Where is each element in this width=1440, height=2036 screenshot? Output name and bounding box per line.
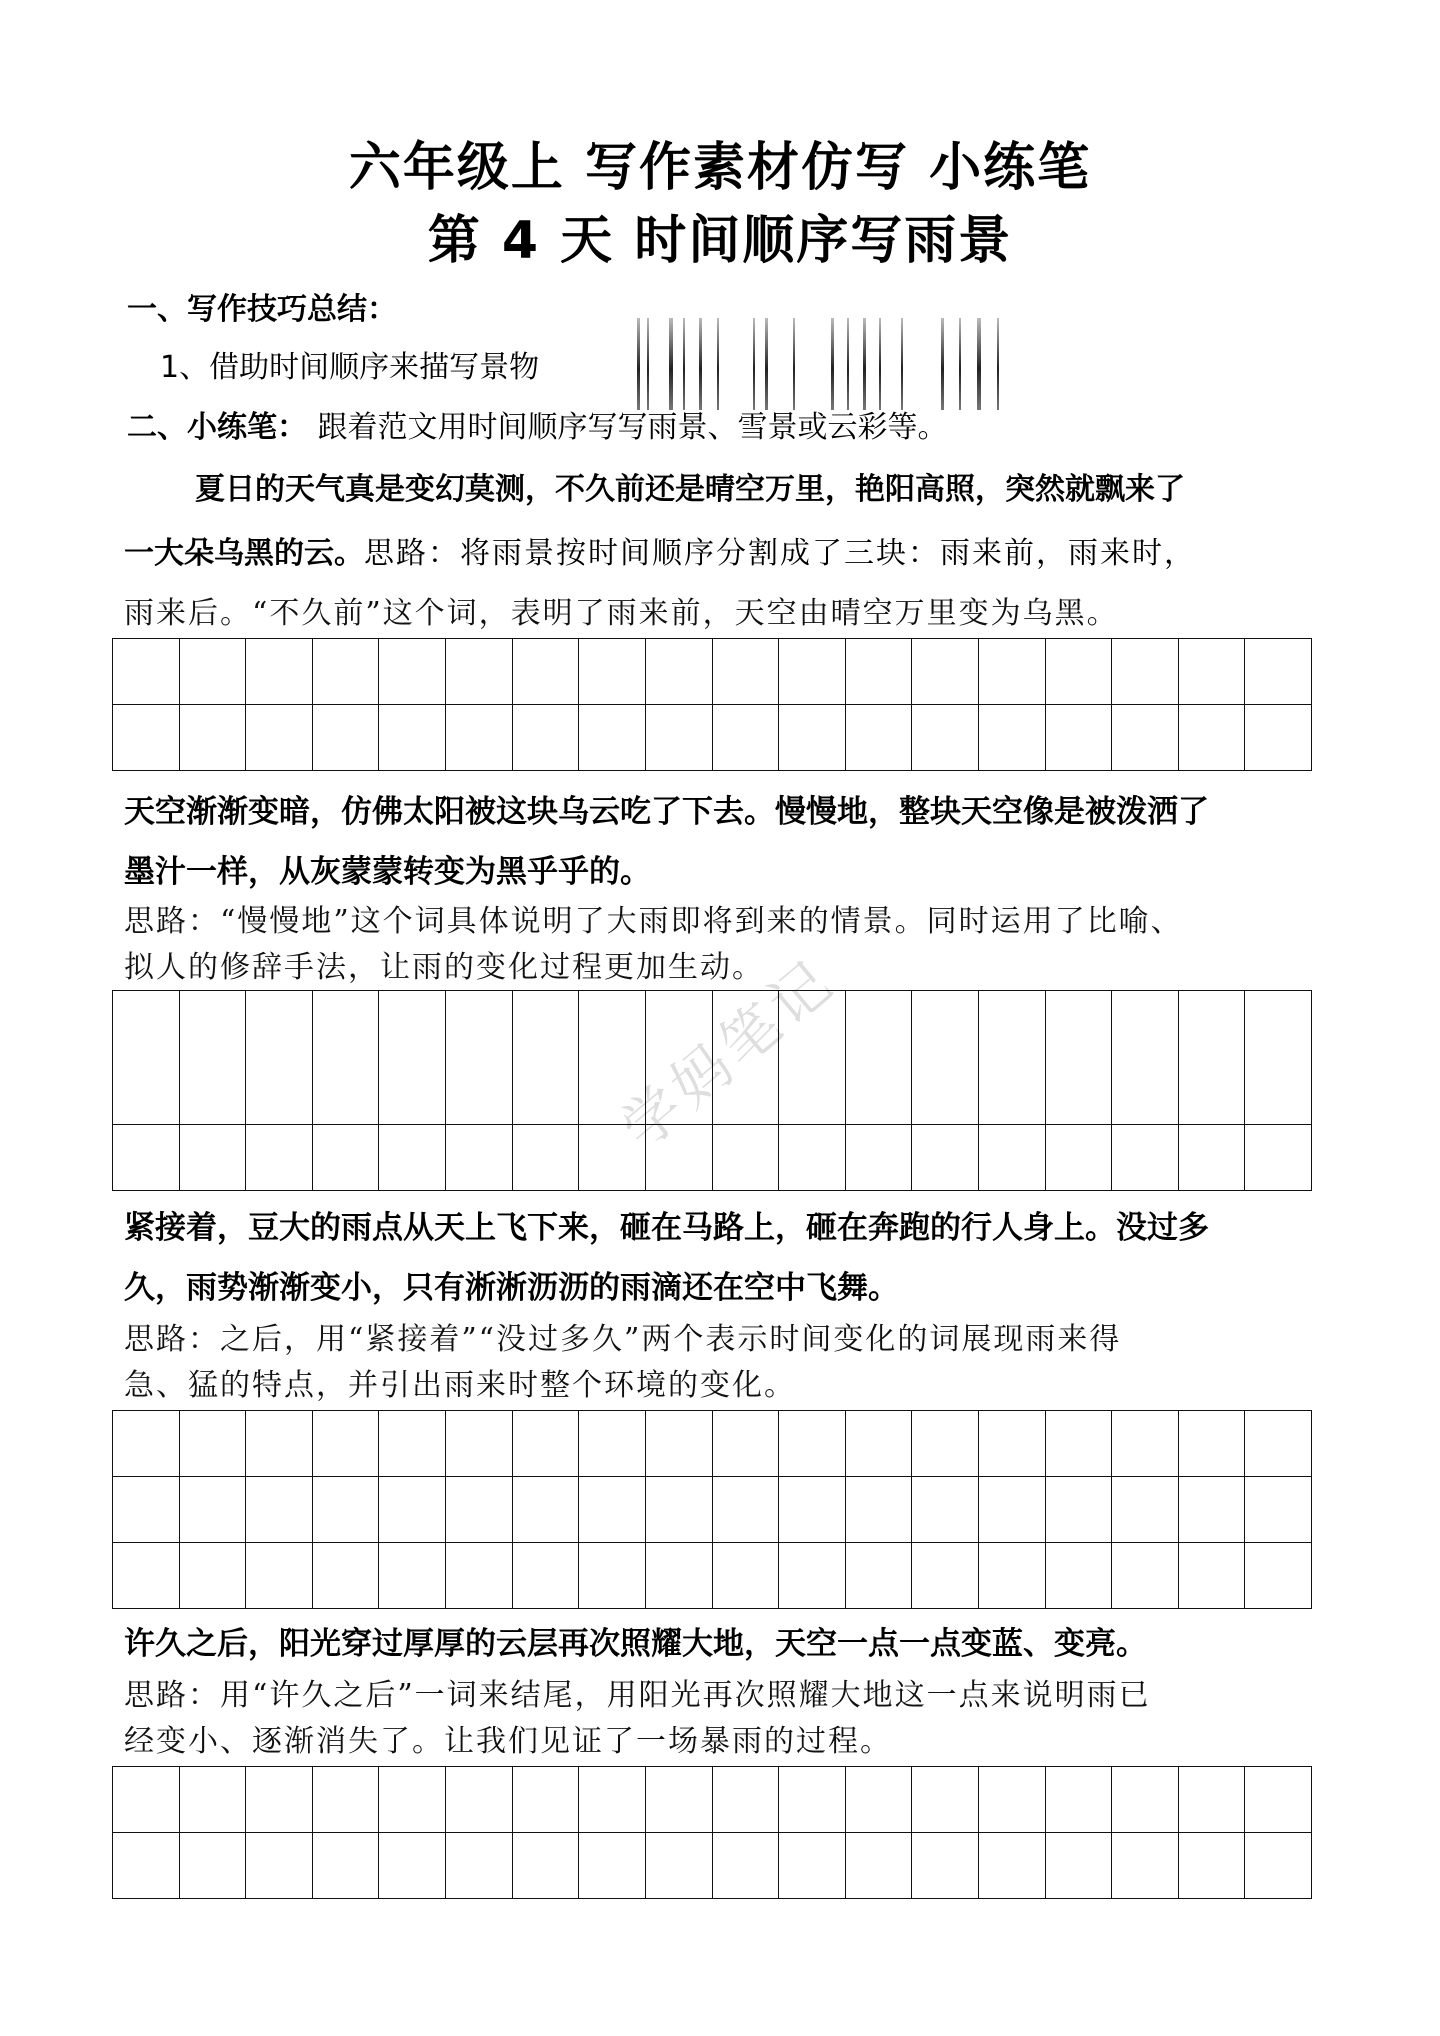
- grid-cell[interactable]: [912, 1125, 979, 1191]
- grid-cell[interactable]: [180, 991, 247, 1125]
- grid-cell[interactable]: [513, 1833, 580, 1899]
- grid-cell[interactable]: [180, 1833, 247, 1899]
- grid-cell[interactable]: [646, 1543, 713, 1609]
- grid-cell[interactable]: [180, 1767, 247, 1833]
- grid-cell[interactable]: [513, 705, 580, 771]
- exercise-4-thinking-1: 思路：用“许久之后”一词来结尾，用阳光再次照耀大地这一点来说明雨已: [124, 1678, 1151, 1713]
- grid-cell[interactable]: [113, 1477, 180, 1543]
- grid-cell[interactable]: [1179, 1477, 1246, 1543]
- grid-cell[interactable]: [579, 1833, 646, 1899]
- exercise-3-sentence-1: 紧接着，豆大的雨点从天上飞下来，砸在马路上，砸在奔跑的行人身上。没过多: [124, 1210, 1209, 1246]
- grid-cell[interactable]: [579, 639, 646, 705]
- grid-cell[interactable]: [246, 1767, 313, 1833]
- grid-cell[interactable]: [713, 705, 780, 771]
- grid-cell[interactable]: [1112, 991, 1179, 1125]
- grid-cell[interactable]: [1179, 639, 1246, 705]
- exercise-1-text: [124, 462, 1324, 518]
- grid-cell[interactable]: [646, 1477, 713, 1543]
- grid-cell[interactable]: [1179, 1125, 1246, 1191]
- grid-cell[interactable]: [1245, 991, 1312, 1125]
- grid-cell[interactable]: [513, 1543, 580, 1609]
- grid-cell[interactable]: [180, 639, 247, 705]
- exercise-2-thinking-2: 拟人的修辞手法，让雨的变化过程更加生动。: [124, 950, 764, 985]
- page-title: 六年级上 写作素材仿写 小练笔: [348, 138, 1092, 198]
- grid-cell[interactable]: [1046, 991, 1113, 1125]
- grid-cell[interactable]: [912, 1543, 979, 1609]
- grid-cell[interactable]: [1179, 1411, 1246, 1477]
- grid-cell[interactable]: [446, 1477, 513, 1543]
- grid-cell[interactable]: [1046, 639, 1113, 705]
- grid-cell[interactable]: [446, 1767, 513, 1833]
- grid-cell[interactable]: [713, 1477, 780, 1543]
- grid-cell[interactable]: [979, 639, 1046, 705]
- grid-cell[interactable]: [713, 639, 780, 705]
- exercise-1-thinking: 思路：将雨景按时间顺序分割成了三块：雨来前，雨来时，: [364, 536, 1196, 571]
- grid-cell[interactable]: [1245, 1543, 1312, 1609]
- grid-cell[interactable]: [646, 1411, 713, 1477]
- grid-cell[interactable]: [246, 705, 313, 771]
- grid-cell[interactable]: [246, 1833, 313, 1899]
- exercise-1-sentence: 夏日的天气真是变幻莫测，不久前还是晴空万里，艳阳高照，突然就飘来了: [195, 472, 1185, 507]
- grid-cell[interactable]: [846, 1833, 913, 1899]
- grid-cell[interactable]: [246, 1411, 313, 1477]
- grid-cell[interactable]: [246, 1543, 313, 1609]
- grid-cell[interactable]: [246, 991, 313, 1125]
- grid-cell[interactable]: [779, 1767, 846, 1833]
- grid-cell[interactable]: [979, 1833, 1046, 1899]
- exercise-2-sentence-2: 墨汁一样，从灰蒙蒙转变为黑乎乎的。: [124, 854, 651, 890]
- grid-cell[interactable]: [1046, 1411, 1113, 1477]
- grid-cell[interactable]: [579, 1543, 646, 1609]
- exercise-1-sentence-end: 一大朵乌黑的云。: [124, 536, 364, 571]
- grid-cell[interactable]: [979, 1543, 1046, 1609]
- exercise-3-sentence-2: 久，雨势渐渐变小，只有淅淅沥沥的雨滴还在空中飞舞。: [124, 1270, 899, 1306]
- exercise-2-thinking-1: 思路：“慢慢地”这个词具体说明了大雨即将到来的情景。同时运用了比喻、: [124, 904, 1183, 939]
- grid-cell[interactable]: [1179, 1833, 1246, 1899]
- grid-cell[interactable]: [379, 705, 446, 771]
- grid-cell[interactable]: [713, 1411, 780, 1477]
- grid-cell[interactable]: [646, 639, 713, 705]
- grid-cell[interactable]: [180, 705, 247, 771]
- grid-cell[interactable]: [1112, 1411, 1179, 1477]
- grid-cell[interactable]: [379, 639, 446, 705]
- exercise-2-sentence-1: 天空渐渐变暗，仿佛太阳被这块乌云吃了下去。慢慢地，整块天空像是被泼洒了: [124, 794, 1209, 830]
- exercise-1-line2: [124, 530, 1339, 578]
- grid-cell[interactable]: [1245, 1411, 1312, 1477]
- grid-cell[interactable]: [180, 1477, 247, 1543]
- grid-cell[interactable]: [379, 991, 446, 1125]
- grid-cell[interactable]: [180, 1125, 247, 1191]
- grid-cell[interactable]: [846, 1125, 913, 1191]
- grid-cell[interactable]: [979, 705, 1046, 771]
- grid-cell[interactable]: [1179, 991, 1246, 1125]
- grid-cell[interactable]: [313, 1411, 380, 1477]
- grid-cell[interactable]: [779, 1411, 846, 1477]
- grid-cell[interactable]: [979, 1477, 1046, 1543]
- grid-cell[interactable]: [979, 1767, 1046, 1833]
- grid-cell[interactable]: [1112, 1125, 1179, 1191]
- grid-cell[interactable]: [113, 1543, 180, 1609]
- grid-cell[interactable]: [779, 1543, 846, 1609]
- grid-cell[interactable]: [113, 1411, 180, 1477]
- grid-cell[interactable]: [379, 1125, 446, 1191]
- grid-cell[interactable]: [1245, 639, 1312, 705]
- grid-cell[interactable]: [713, 1543, 780, 1609]
- grid-cell[interactable]: [646, 1767, 713, 1833]
- grid-cell[interactable]: [1046, 1543, 1113, 1609]
- grid-cell[interactable]: [246, 639, 313, 705]
- grid-cell[interactable]: [912, 705, 979, 771]
- grid-cell[interactable]: [713, 1125, 780, 1191]
- grid-cell[interactable]: [1179, 1767, 1246, 1833]
- exercise-3-thinking-2: 急、猛的特点，并引出雨来时整个环境的变化。: [124, 1368, 796, 1403]
- grid-cell[interactable]: [513, 1411, 580, 1477]
- grid-cell[interactable]: [113, 639, 180, 705]
- grid-cell[interactable]: [113, 1767, 180, 1833]
- grid-cell[interactable]: [1046, 1767, 1113, 1833]
- grid-cell[interactable]: [313, 1477, 380, 1543]
- grid-cell[interactable]: [1112, 639, 1179, 705]
- grid-cell[interactable]: [1046, 705, 1113, 771]
- grid-cell[interactable]: [646, 1833, 713, 1899]
- page-subtitle: 第 4 天 时间顺序写雨景: [427, 211, 1013, 271]
- grid-cell[interactable]: [446, 1411, 513, 1477]
- grid-cell[interactable]: [1179, 705, 1246, 771]
- grid-cell[interactable]: [779, 639, 846, 705]
- grid-cell[interactable]: [979, 991, 1046, 1125]
- writing-grid-3[interactable]: [112, 1410, 1312, 1609]
- grid-cell[interactable]: [1245, 1767, 1312, 1833]
- watermark: 学妈笔记: [608, 945, 849, 1163]
- exercise-1-thinking-cont: 雨来后。“不久前”这个词，表明了雨来前，天空由晴空万里变为乌黑。: [124, 596, 1119, 631]
- grid-cell[interactable]: [1245, 1833, 1312, 1899]
- section-heading-practice: [127, 408, 947, 448]
- practice-instruction: 跟着范文用时间顺序写写雨景、雪景或云彩等。: [317, 410, 948, 445]
- grid-cell[interactable]: [1046, 1477, 1113, 1543]
- grid-cell[interactable]: [979, 1411, 1046, 1477]
- grid-cell[interactable]: [446, 1543, 513, 1609]
- exercise-4-sentence-1: 许久之后，阳光穿过厚厚的云层再次照耀大地，天空一点一点变蓝、变亮。: [124, 1626, 1147, 1662]
- grid-cell[interactable]: [579, 1411, 646, 1477]
- grid-cell[interactable]: [379, 1767, 446, 1833]
- grid-cell[interactable]: [713, 1767, 780, 1833]
- grid-cell[interactable]: [113, 1833, 180, 1899]
- grid-cell[interactable]: [779, 1833, 846, 1899]
- grid-cell[interactable]: [180, 1411, 247, 1477]
- grid-cell[interactable]: [579, 1767, 646, 1833]
- grid-cell[interactable]: [113, 991, 180, 1125]
- grid-cell[interactable]: [1179, 1543, 1246, 1609]
- grid-cell[interactable]: [579, 705, 646, 771]
- grid-cell[interactable]: [846, 1411, 913, 1477]
- grid-cell[interactable]: [912, 1767, 979, 1833]
- grid-cell[interactable]: [646, 705, 713, 771]
- grid-cell[interactable]: [113, 1125, 180, 1191]
- grid-cell[interactable]: [979, 1125, 1046, 1191]
- grid-cell[interactable]: [846, 1767, 913, 1833]
- section-heading-techniques: 一、写作技巧总结：: [127, 292, 397, 327]
- exercise-3-thinking-1: 思路：之后，用“紧接着”“没过多久”两个表示时间变化的词展现雨来得: [124, 1322, 1122, 1357]
- grid-cell[interactable]: [779, 1125, 846, 1191]
- grid-cell[interactable]: [313, 991, 380, 1125]
- writing-grid-1[interactable]: [112, 638, 1312, 771]
- writing-grid-4[interactable]: [112, 1766, 1312, 1899]
- grid-cell[interactable]: [1245, 1125, 1312, 1191]
- grid-cell[interactable]: [313, 1833, 380, 1899]
- grid-cell[interactable]: [1112, 1543, 1179, 1609]
- grid-cell[interactable]: [779, 1477, 846, 1543]
- grid-cell[interactable]: [513, 639, 580, 705]
- grid-cell[interactable]: [313, 705, 380, 771]
- grid-cell[interactable]: [1046, 1125, 1113, 1191]
- grid-cell[interactable]: [846, 639, 913, 705]
- grid-cell[interactable]: [313, 639, 380, 705]
- grid-cell[interactable]: [313, 1125, 380, 1191]
- grid-cell[interactable]: [1112, 1833, 1179, 1899]
- grid-cell[interactable]: [912, 639, 979, 705]
- grid-cell[interactable]: [313, 1543, 380, 1609]
- grid-cell[interactable]: [513, 1767, 580, 1833]
- grid-cell[interactable]: [713, 1833, 780, 1899]
- grid-cell[interactable]: [846, 1477, 913, 1543]
- grid-cell[interactable]: [912, 991, 979, 1125]
- grid-cell[interactable]: [379, 1477, 446, 1543]
- scan-artifact: [625, 318, 1065, 410]
- grid-cell[interactable]: [1112, 1477, 1179, 1543]
- grid-cell[interactable]: [513, 991, 580, 1125]
- grid-cell[interactable]: [379, 1833, 446, 1899]
- grid-cell[interactable]: [846, 991, 913, 1125]
- grid-cell[interactable]: [446, 1125, 513, 1191]
- grid-cell[interactable]: [513, 1125, 580, 1191]
- grid-cell[interactable]: [513, 1477, 580, 1543]
- grid-cell[interactable]: [912, 1833, 979, 1899]
- grid-cell[interactable]: [846, 1543, 913, 1609]
- grid-cell[interactable]: [1112, 705, 1179, 771]
- grid-cell[interactable]: [379, 1543, 446, 1609]
- grid-cell[interactable]: [779, 705, 846, 771]
- practice-label: 二、小练笔：: [127, 410, 307, 445]
- grid-cell[interactable]: [113, 705, 180, 771]
- grid-cell[interactable]: [1245, 1477, 1312, 1543]
- grid-cell[interactable]: [446, 991, 513, 1125]
- grid-cell[interactable]: [246, 1125, 313, 1191]
- grid-cell[interactable]: [379, 1411, 446, 1477]
- technique-tip: 1、借助时间顺序来描写景物: [160, 350, 540, 385]
- grid-cell[interactable]: [846, 705, 913, 771]
- grid-cell[interactable]: [446, 705, 513, 771]
- grid-cell[interactable]: [579, 1477, 646, 1543]
- grid-cell[interactable]: [446, 1833, 513, 1899]
- grid-cell[interactable]: [912, 1477, 979, 1543]
- grid-cell[interactable]: [446, 639, 513, 705]
- grid-cell[interactable]: [246, 1477, 313, 1543]
- grid-cell[interactable]: [912, 1411, 979, 1477]
- grid-cell[interactable]: [180, 1543, 247, 1609]
- grid-cell[interactable]: [1046, 1833, 1113, 1899]
- grid-cell[interactable]: [313, 1767, 380, 1833]
- grid-cell[interactable]: [1245, 705, 1312, 771]
- grid-cell[interactable]: [1112, 1767, 1179, 1833]
- exercise-4-thinking-2: 经变小、逐渐消失了。让我们见证了一场暴雨的过程。: [124, 1724, 892, 1759]
